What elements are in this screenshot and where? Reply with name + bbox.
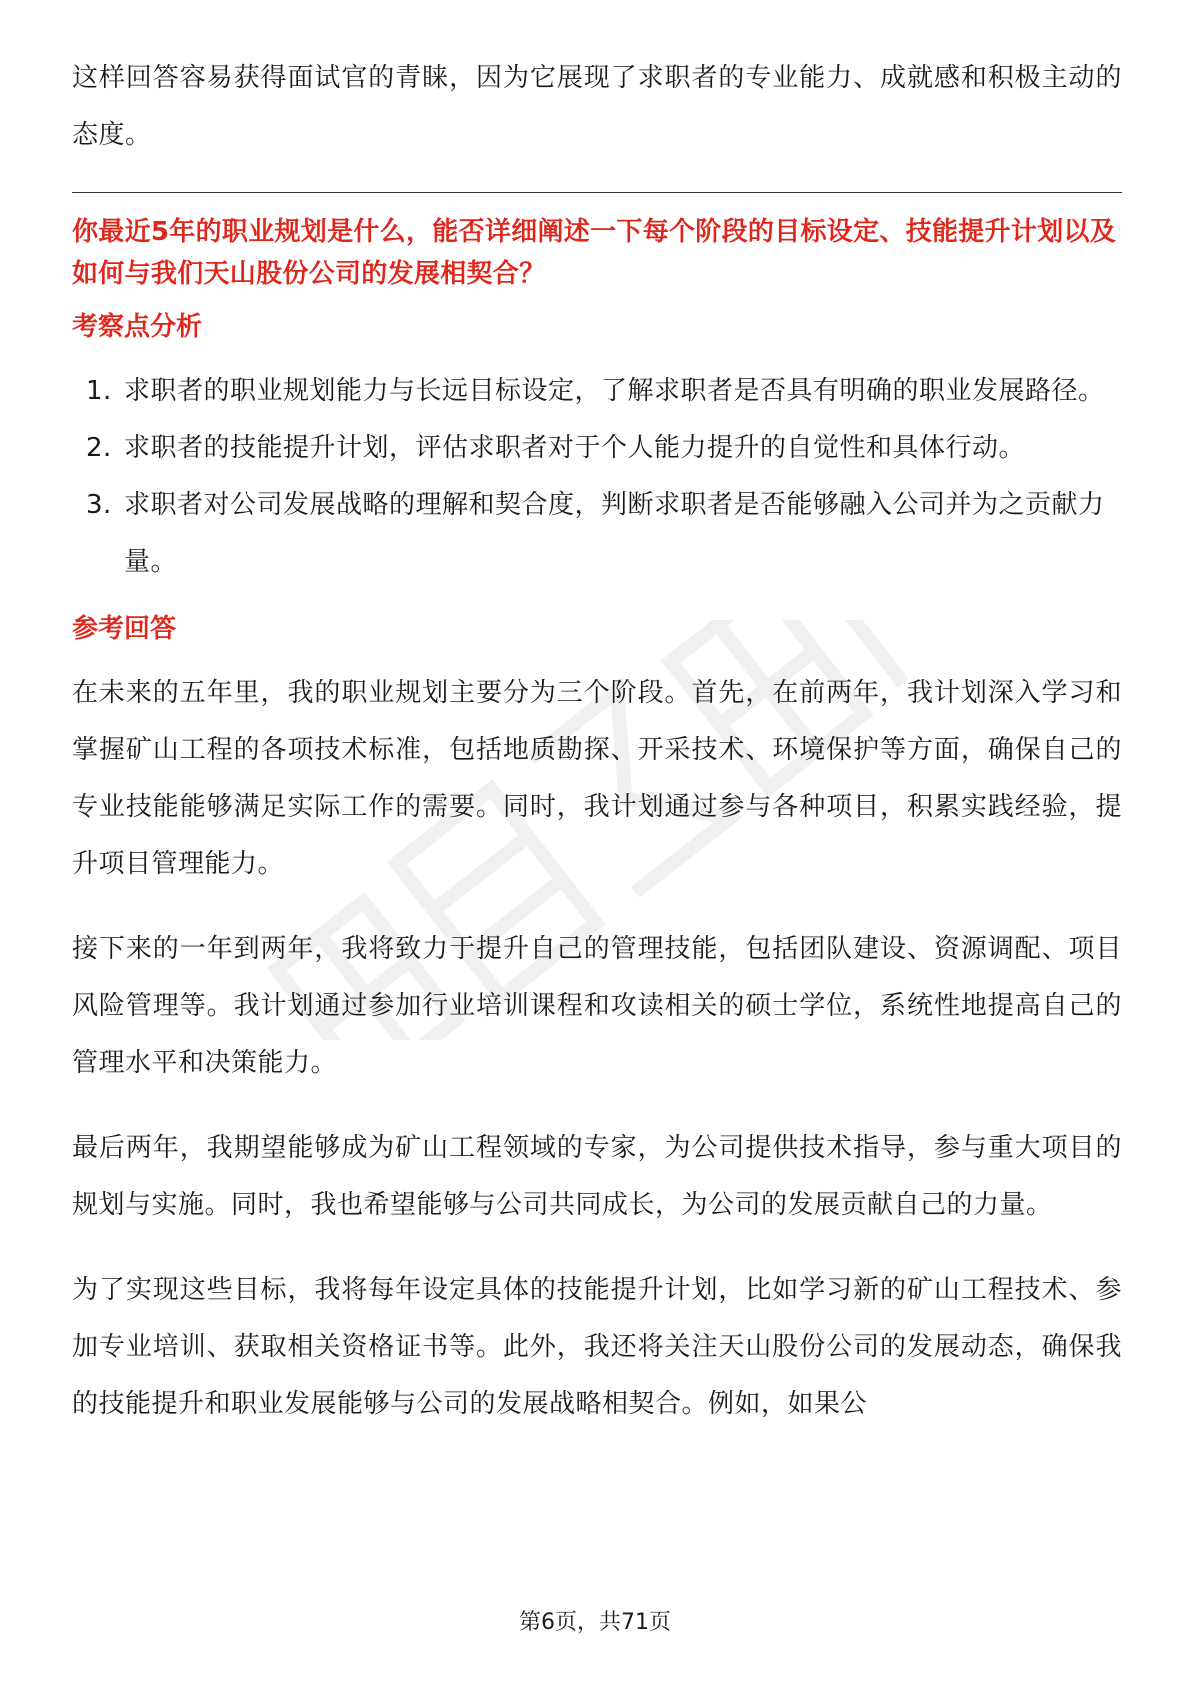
list-item [72,363,1122,420]
list-item [72,420,1122,477]
answer-paragraph: 最后两年，我期望能够成为矿山工程领域的专家，为公司提供技术指导，参与重大项目的规划与实施。同时，我也希望能够与公司共同成长，为公司的发展贡献自己的力量。 [72,1133,1122,1220]
analysis-list [72,363,1122,591]
list-item-number: 2. [86,433,112,463]
list-item-text: 求职者对公司发展战略的理解和契合度，判断求职者是否能够融入公司并为之贡献力量。 [124,490,1105,577]
list-item-text: 求职者的技能提升计划，评估求职者对于个人能力提升的自觉性和具体行动。 [124,433,1026,463]
list-item-number: 3. [86,490,112,520]
answer-paragraph: 在未来的五年里，我的职业规划主要分为三个阶段。首先，在前两年，我计划深入学习和掌握矿山工程的各项技术标准，包括地质勘探、开采技术、环境保护等方面，确保自己的专业技能能够满足实际工作的需要。同时，我计划通过参与各种项目，积累实践经验，提升项目管理能力。 [72,678,1122,879]
answer-paragraph: 接下来的一年到两年，我将致力于提升自己的管理技能，包括团队建设、资源调配、项目风险管理等。我计划通过参加行业培训课程和攻读相关的硕士学位，系统性地提高自己的管理水平和决策能力。 [72,934,1122,1078]
question-title: 你最近5年的职业规划是什么，能否详细阐述一下每个阶段的目标设定、技能提升计划以及如何与我们天山股份公司的发展相契合？ [72,217,1117,289]
list-item [72,477,1122,591]
list-item-text: 求职者的职业规划能力与长远目标设定，了解求职者是否具有明确的职业发展路径。 [124,376,1105,406]
analysis-heading: 考察点分析 [72,312,203,342]
answer-heading: 参考回答 [72,614,177,644]
intro-paragraph: 这样回答容易获得面试官的青睐，因为它展现了求职者的专业能力、成就感和积极主动的态度。 [72,63,1122,150]
section-divider [72,192,1122,193]
answer-body [72,665,1122,1433]
page-content [72,50,1122,1433]
answer-paragraph: 为了实现这些目标，我将每年设定具体的技能提升计划，比如学习新的矿山工程技术、参加专业培训、获取相关资格证书等。此外，我还将关注天山股份公司的发展动态，确保我的技能提升和职业发展能够与公司的发展战略相契合。例如，如果公 [72,1275,1122,1419]
page-number: 第6页，共71页 [519,1610,671,1635]
list-item-number: 1. [86,376,112,406]
